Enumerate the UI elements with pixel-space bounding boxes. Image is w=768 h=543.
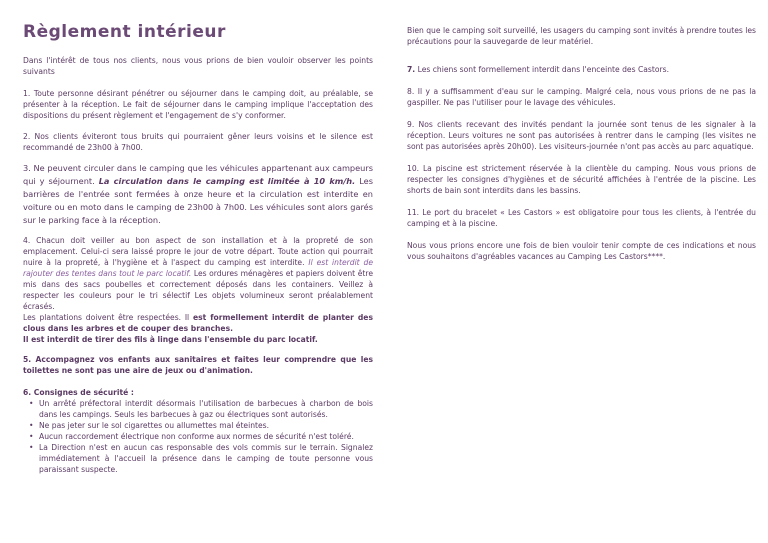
safety-list [23,398,373,475]
safety-item: • La Direction n'est en aucun cas responsable des vols commis sur le terrain. Signalez immédiatement à l'accueil la présence dans le camping de toute personne vous paraissant suspecte. [39,442,373,475]
closing-paragraph: Nous vous prions encore une fois de bien vouloir tenir compte de ces indications et nous vous souhaitons d'agréables vacances au Camping Les Castors****. [407,241,756,261]
rule-5: 5. Accompagnez vos enfants aux sanitaires et faites leur comprendre que les toilettes ne sont pas une aire de jeux ou d'animation. [23,355,373,375]
rule-3-barriers: Les barrières de l'entrée sont fermées à onze heure et la circulation est interdite en voiture ou en moto dans le camping de 23h00 à 7h00. Les véhicules sont alors garés sur le parking face à la réception. [23,176,373,225]
rule-10: 10. La piscine est strictement réservée à la clientèle du camping. Nous vous prions de respecter les consignes d'hygiènes et de sécurité affichées à l'entrée de la piscine. Les shorts de bain sont interdits dans les bassins. [407,164,756,195]
rule-7 [407,64,756,75]
rule-2: 2. Nos clients éviteront tous bruits qui pourraient gêner leurs voisins et le silence est recommandé de 23h00 à 7h00. [23,132,373,152]
rule-9: 9. Nos clients recevant des invités pendant la journée sont tenus de les signaler à la réception. Leurs voitures ne sont pas autorisées à rentrer dans le camping (les visites ne sont pas autorisées après 20h00). Les visiteurs-journée n'ont pas accès au parc aquatique. [407,120,756,151]
rule-4-plants: Les plantations doivent être respectées. Il [23,313,190,322]
rule-6-title: 6. Consignes de sécurité : [23,388,134,397]
page-title: Règlement intérieur [23,22,226,42]
surveillance-notice: Bien que le camping soit surveillé, les usagers du camping sont invités à prendre toutes les précautions pour la sauvegarde de leur matériel. [407,26,756,46]
rule-11: 11. Le port du bracelet « Les Castors » est obligatoire pour tous les clients, à l'entrée du camping et à la piscine. [407,208,756,228]
rule-4-nails: est formellement interdit de planter des clous dans les arbres et de couper des branches. [23,313,373,333]
safety-item: • Un arrêté préfectoral interdit désormais l'utilisation de barbecues à charbon de bois dans les campings. Seuls les barbecues à gaz ou électriques sont autorisés. [39,398,373,420]
rule-4-text: 4. Chacun doit veiller au bon aspect de son installation et à la propreté de son emplacement. Celui-ci sera laissé propre le jour de votre départ. Toute action qui pourrait nuire à la propreté, à l'hygiène et à l'aspect du camping est interdite. [23,236,373,267]
rule-4-tents: Il est interdit de rajouter des tentes dans tout le parc locatif. [23,258,373,278]
rule-3-text: 3. Ne peuvent circuler dans le camping que les véhicules appartenant aux campeurs qui y séjournent. [23,163,373,186]
rule-8: 8. Il y a suffisamment d'eau sur le camping. Malgré cela, nous vous prions de ne pas la gaspiller. Ne pas l'utiliser pour le lavage des véhicules. [407,87,756,107]
rule-3 [23,162,373,227]
rule-6 [23,387,373,475]
rule-1: 1. Toute personne désirant pénétrer ou séjourner dans le camping doit, au préalable, se présenter à la réception. Le fait de séjourner dans le camping implique l'acceptation des dispositions du présent règlement et l'engagement de s'y conformer. [23,89,373,120]
intro-paragraph: Dans l'intérêt de tous nos clients, nous vous prions de bien vouloir observer les points suivants [23,56,373,76]
rule-4 [23,235,373,345]
rule-4-clotheslines: Il est interdit de tirer des fils à linge dans l'ensemble du parc locatif. [23,335,318,344]
rule-3-speed-limit: La circulation dans le camping est limitée à 10 km/h. [98,176,356,186]
rule-7-text: Les chiens sont formellement interdit dans l'enceinte des Castors. [417,65,669,74]
rule-7-number: 7. [407,65,416,74]
rule-4-waste: Les ordures ménagères et papiers doivent être mis dans des sacs poubelles et correctement déposés dans les containers. Veillez à respecter les couleurs pour le tri sélectif Les objets volumineux seront préalablement écrasés. [23,269,373,311]
safety-item: • Aucun raccordement électrique non conforme aux normes de sécurité n'est toléré. [39,431,373,442]
safety-item: • Ne pas jeter sur le sol cigarettes ou allumettes mal éteintes. [39,420,373,431]
